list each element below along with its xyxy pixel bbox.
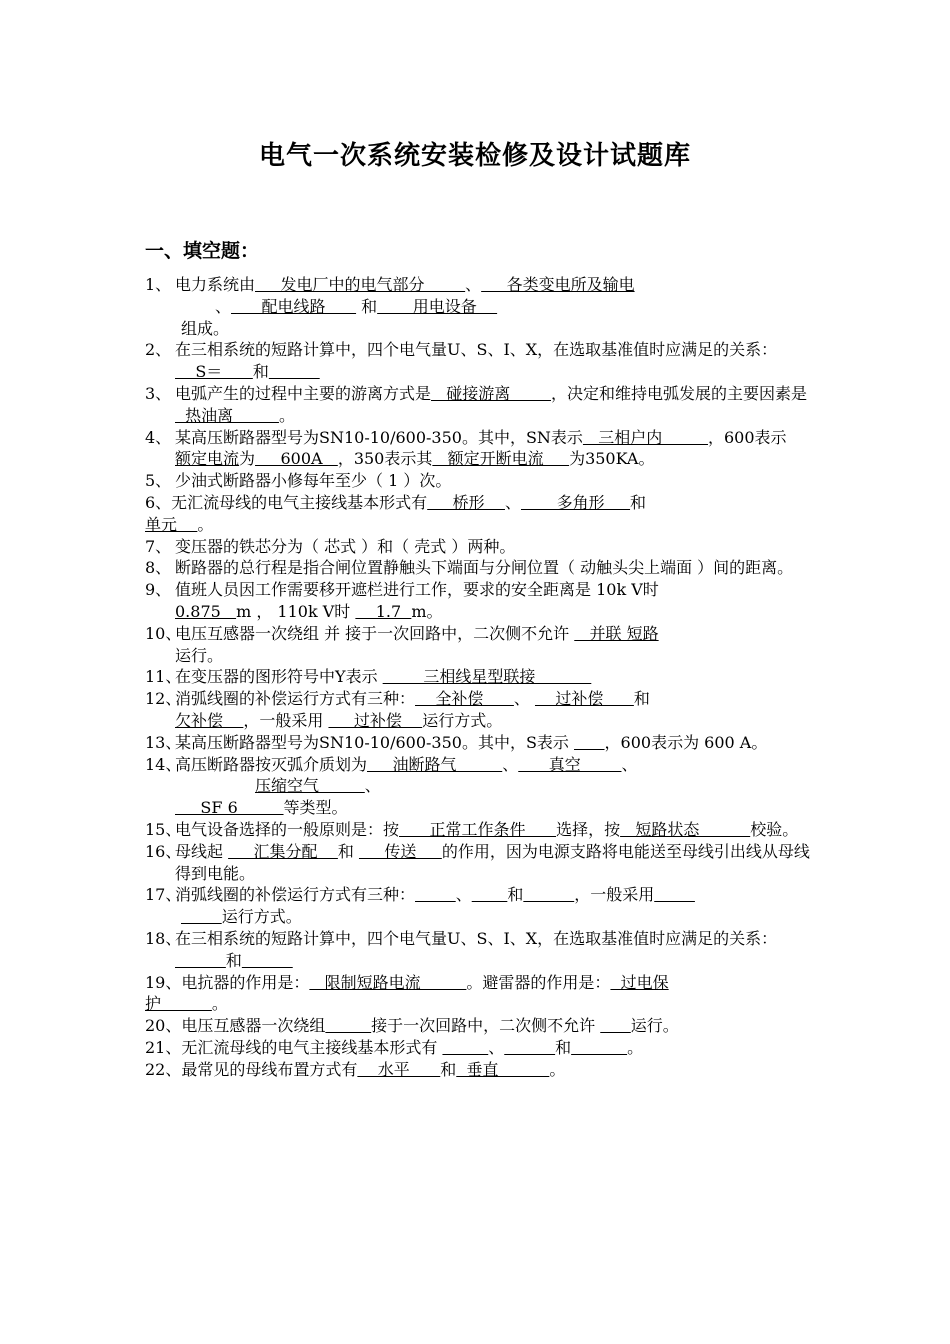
question-3: 3、 电弧产生的过程中主要的游离方式是 碰接游离 ，决定和维持电弧发展的主要因素是 热油离 。 (145, 383, 807, 425)
question-9: 9、 值班人员因工作需要移开遮栏进行工作，要求的安全距离是 10k V时 0.875 m ， 110k V时 1.7 m。 (145, 580, 659, 621)
question-list (145, 274, 813, 1080)
question-22: 22、最常见的母线布置方式有 水平 和 垂直 。 (145, 1059, 566, 1079)
question-5: 5、 少油式断路器小修每年至少（ 1 ）次。 (145, 471, 452, 491)
section-heading: 一、填空题： (145, 240, 260, 262)
question-15: 15、 电气设备选择的一般原则是：按 正常工作条件 选择，按 短路状态 校验。 (145, 819, 799, 839)
question-6: 6、无汇流母线的电气主接线基本形式有 桥形 、 多角形 和 单元 。 (145, 492, 647, 534)
question-10: 10、 电压互感器一次绕组 并 接于一次回路中，二次侧不允许 并联 短路 运行。 (145, 623, 659, 665)
question-21: 21、无汇流母线的电气主接线基本形式有 、 和 。 (145, 1037, 644, 1057)
question-18: 18、 在三相系统的短路计算中，四个电气量U、S、I、X，在选取基准值时应满足的关系： 和 (145, 928, 778, 970)
question-12: 12、 消弧线圈的补偿运行方式有三种： 全补偿 、 过补偿 和 欠补偿 ，一般采用 过补偿 运行方式。 (145, 689, 650, 730)
question-4: 4、 某高压断路器型号为SN10-10/600-350。其中，SN表示 三相户内 ，600表示额定电流为 600A ，350表示其 额定开断电流 为350KA。 (145, 427, 787, 469)
question-14: 14、 高压断路器按灭弧介质划为 油断路气 、 真空 、 压缩空气 、 SF 6 等类型。 (145, 754, 638, 818)
question-7: 7、 变压器的铁芯分为（ 芯式 ）和（ 壳式 ）两种。 (145, 536, 516, 556)
question-1: 1、 电力系统由 发电厂中的电气部分 、 各类变电所及输电 、 配电线路 和 用电设备 组成。 (145, 275, 635, 338)
question-13: 13、 某高压断路器型号为SN10-10/600-350。其中，S表示 ，600表示为 600 A。 (145, 732, 768, 752)
question-2: 2、 在三相系统的短路计算中，四个电气量U、S、I、X，在选取基准值时应满足的关系： S＝ 和 (145, 340, 778, 382)
question-11: 11、 在变压器的图形符号中Y表示 三相线星型联接 (145, 667, 592, 687)
question-20: 20、电压互感器一次绕组 接于一次回路中，二次侧不允许 运行。 (145, 1016, 679, 1036)
document-title: 电气一次系统安装检修及设计试题库 (258, 141, 691, 171)
question-8: 8、 断路器的总行程是指合闸位置静触头下端面与分闸位置（ 动触头尖上端面 ）间的距离。 (145, 558, 794, 578)
question-17: 17、 消弧线圈的补偿运行方式有三种： 、 和 ，一般采用 运行方式。 (145, 885, 655, 927)
question-19: 19、电抗器的作用是： 限制短路电流 。避雷器的作用是： 过电保 护 。 (145, 972, 669, 1014)
question-16: 16、 母线起 汇集分配 和 传送 的作用，因为电源支路将电能送至母线引出线从母线得到电能。 (145, 841, 810, 883)
